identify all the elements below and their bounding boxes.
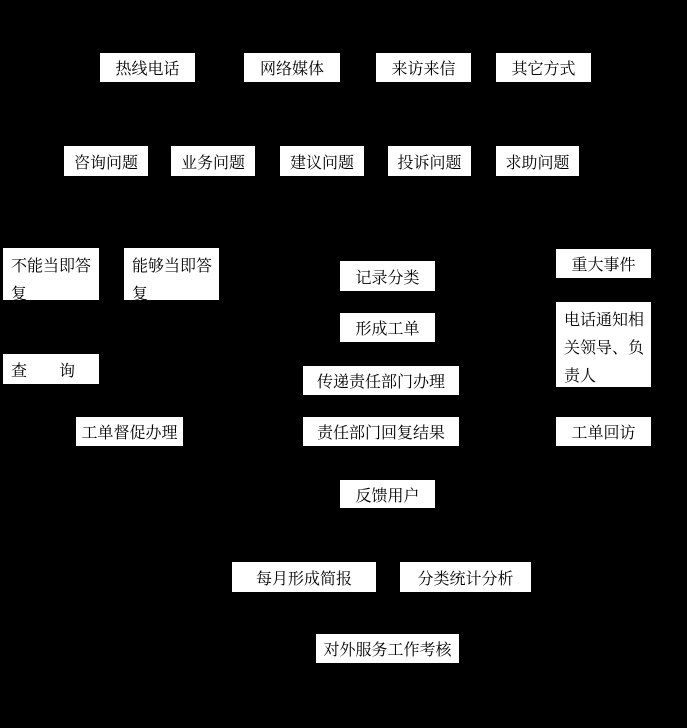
node-transfer-responsible-dept: 传递责任部门办理 [303,366,459,395]
node-record-classification: 记录分类 [340,261,435,291]
node-help-issues: 求助问题 [496,146,579,176]
node-suggestion-issues: 建议问题 [280,146,364,176]
node-other-methods: 其它方式 [496,53,591,82]
node-work-order-callback: 工单回访 [556,417,651,446]
node-cannot-reply-immediately: 不能当即答复 [3,248,99,300]
node-dept-reply-result: 责任部门回复结果 [303,417,459,446]
node-monthly-briefing: 每月形成简报 [232,562,376,592]
node-network-media: 网络媒体 [244,53,340,82]
node-consultation-issues: 咨询问题 [64,146,148,176]
node-business-issues: 业务问题 [171,146,255,176]
node-phone-notify-leaders: 电话通知相关领导、负责人 [556,302,651,387]
node-classified-statistics: 分类统计分析 [400,562,531,592]
node-can-reply-immediately: 能够当即答复 [124,248,219,300]
node-external-service-assessment: 对外服务工作考核 [316,634,459,663]
node-create-work-order: 形成工单 [340,313,435,342]
node-query: 查 询 [3,354,99,384]
node-visits-letters: 来访来信 [376,53,471,82]
node-complaint-issues: 投诉问题 [388,146,471,176]
node-hotline-phone: 热线电话 [100,53,195,82]
node-major-event: 重大事件 [556,249,651,278]
node-work-order-supervision: 工单督促办理 [76,417,183,446]
node-feedback-user: 反馈用户 [340,480,435,508]
